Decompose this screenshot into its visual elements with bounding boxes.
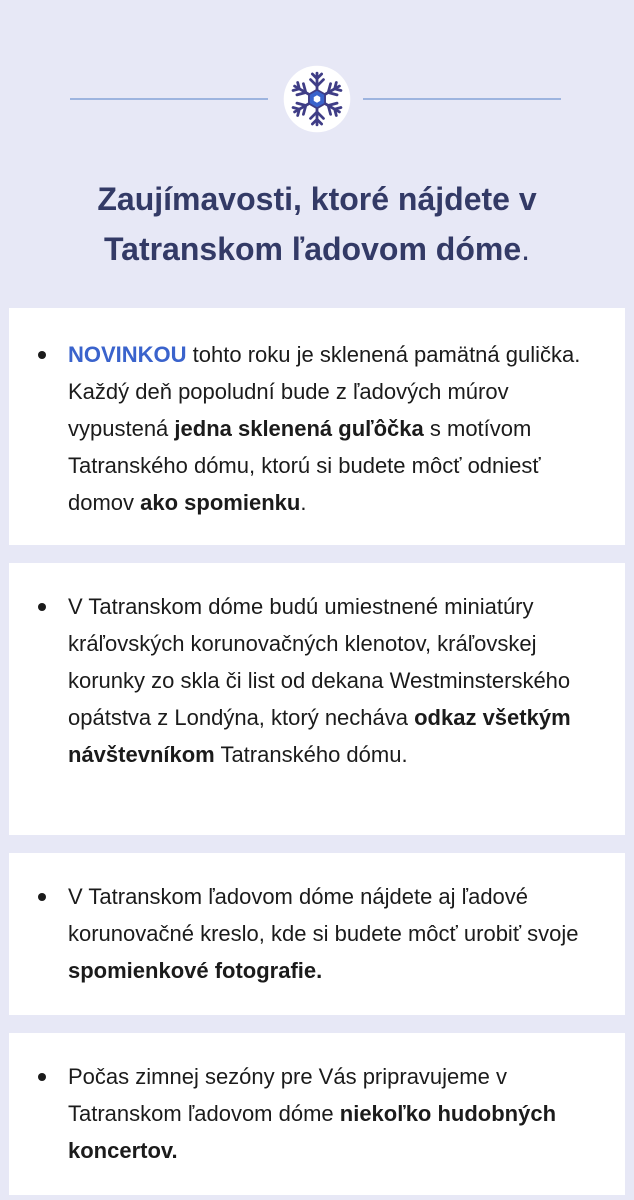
item-text: V Tatranskom dóme budú umiestnené miniatúry kráľovských korunovačných klenotov, kráľovskej korunky zo skla či list od dekana Westminsterského opátstva z Londýna, ktorý necháva bbox=[68, 594, 571, 730]
card-list bbox=[68, 336, 607, 521]
snowflake-icon bbox=[280, 62, 354, 136]
page-title bbox=[0, 174, 634, 274]
item-bold-text: ako spomienku bbox=[140, 490, 301, 515]
highlight-novinkou: NOVINKOU bbox=[68, 342, 187, 367]
info-card-klenoty bbox=[9, 563, 625, 835]
item-text: V Tatranskom ľadovom dóme nájdete aj ľadové korunovačné kreslo, kde si budete môcť urobiť svoje bbox=[68, 884, 579, 946]
title-period: . bbox=[521, 231, 531, 267]
item-text: Tatranského dómu. bbox=[214, 742, 408, 767]
info-card-novinka bbox=[9, 308, 625, 545]
item-bold-text: niekoľko hudobných koncertov. bbox=[68, 1101, 557, 1163]
list-item bbox=[68, 588, 607, 773]
item-text: s motívom Tatranského dómu, ktorú si budete môcť odniesť domov bbox=[68, 416, 541, 515]
card-list bbox=[68, 878, 607, 989]
list-item bbox=[68, 336, 607, 521]
header bbox=[0, 0, 634, 300]
info-card-koncerty bbox=[9, 1033, 625, 1195]
info-card-kreslo bbox=[9, 853, 625, 1015]
title-line-2-text: Tatranskom ľadovom dóme bbox=[103, 231, 522, 267]
item-text: . bbox=[300, 490, 307, 515]
list-item bbox=[68, 878, 607, 989]
divider-left bbox=[70, 98, 268, 100]
card-list bbox=[68, 588, 607, 773]
card-list bbox=[68, 1058, 607, 1169]
item-bold-text: odkaz všetkým návštevníkom bbox=[68, 705, 571, 767]
item-text: Počas zimnej sezóny pre Vás pripravujeme v Tatranskom ľadovom dóme bbox=[68, 1064, 507, 1126]
divider-right bbox=[363, 98, 561, 100]
item-bold-text: spomienkové fotografie. bbox=[68, 958, 323, 983]
title-line-2 bbox=[0, 224, 634, 274]
list-item bbox=[68, 1058, 607, 1169]
title-line-1: Zaujímavosti, ktoré nájdete v bbox=[97, 181, 537, 217]
item-text: tohto roku je sklenená pamätná gulička. Každý deň popoludní bude z ľadových múrov vypustená bbox=[68, 342, 581, 441]
item-bold-text: jedna sklenená guľôčka bbox=[174, 416, 424, 441]
